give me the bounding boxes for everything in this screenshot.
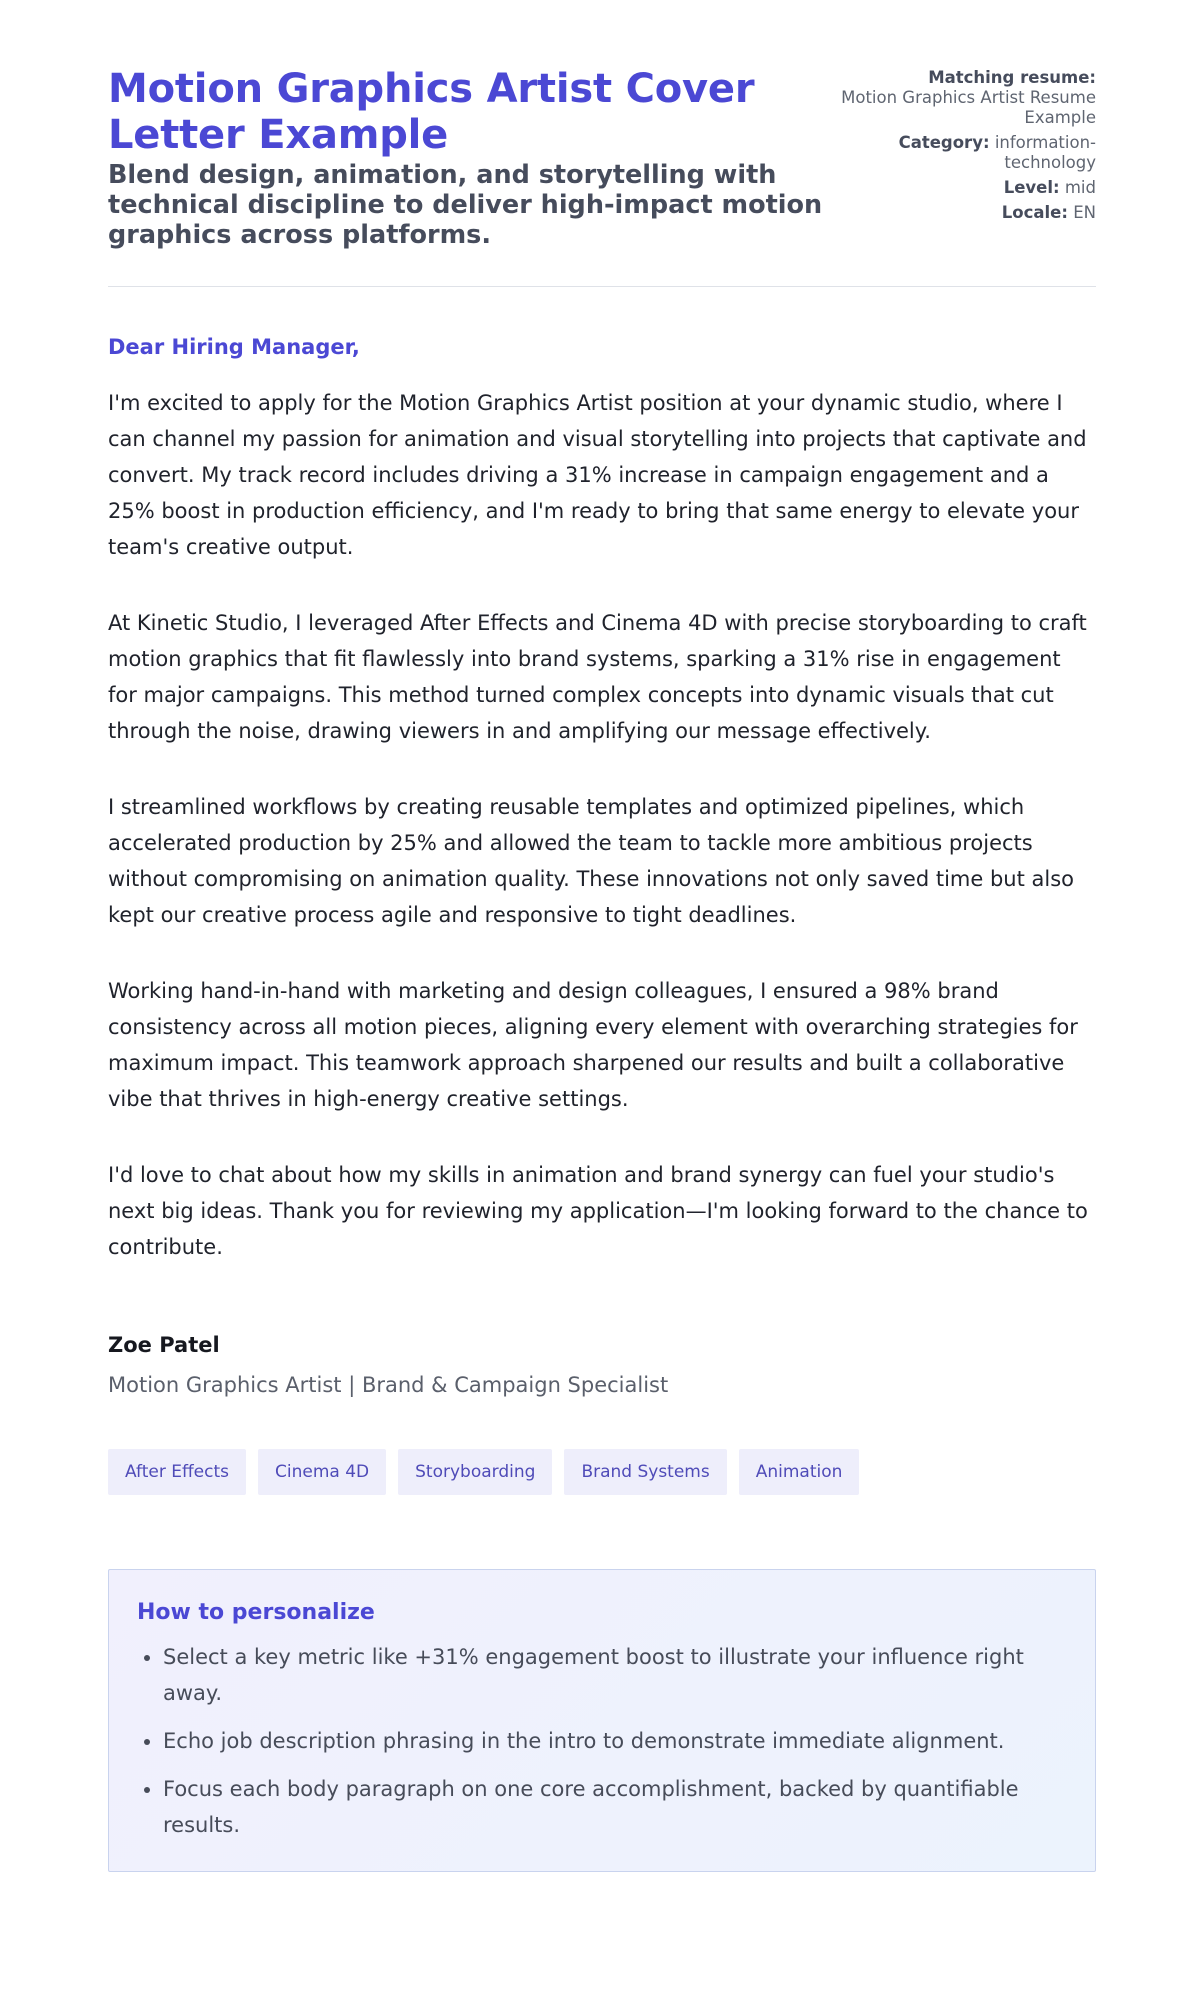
personalize-tip: • Select a key metric like +31% engagement boost to illustrate your influence right away. [163,1639,1067,1711]
signature-name: Zoe Patel [108,1333,220,1357]
letter-paragraph: I'd love to chat about how my skills in animation and brand synergy can fuel your studio's next big ideas. Thank you for reviewing my application—I'm looking forward to the chance to contribute. [108,1163,1088,1259]
meta-matching-resume-label: Matching resume: [928,68,1096,87]
meta-locale-value: EN [1073,203,1096,222]
letter-paragraph: At Kinetic Studio, I leveraged After Effects and Cinema 4D with precise storyboarding to craft motion graphics that fit flawlessly into brand systems, sparking a 31% rise in engagement for major campaigns. This method turned complex concepts into dynamic visuals that cut through the noise, drawing viewers in and amplifying our message effectively. [108,611,1087,743]
personalize-tip: • Focus each body paragraph on one core accomplishment, backed by quantifiable results. [163,1771,1067,1843]
skill-tags [108,1449,1096,1495]
meta-level [836,178,1096,198]
page-header [108,0,1096,287]
signature-title: Motion Graphics Artist | Brand & Campaign Specialist [108,1373,669,1397]
meta-locale-label: Locale: [1001,203,1068,222]
skill-tag: Brand Systems [564,1449,726,1495]
letter-paragraph: I'm excited to apply for the Motion Graphics Artist position at your dynamic studio, where I can channel my passion for animation and visual storytelling into projects that captivate and convert. My track record includes driving a 31% increase in campaign engagement and a 25% boost in production efficiency, and I'm ready to bring that same energy to elevate your team's creative output. [108,391,1087,559]
letter-body [108,385,1096,1265]
meta-level-value: mid [1064,178,1096,197]
skill-tag: Cinema 4D [258,1449,386,1495]
page-subtitle: Blend design, animation, and storytelling with technical discipline to deliver high-impact motion graphics across platforms. [108,160,823,250]
skill-tag: Storyboarding [398,1449,552,1495]
skill-tag: After Effects [108,1449,246,1495]
page-title: Motion Graphics Artist Cover Letter Example [108,66,755,158]
signature-block [108,1333,1096,1397]
letter-paragraph: Working hand-in-hand with marketing and design colleagues, I ensured a 98% brand consistency across all motion pieces, aligning every element with overarching strategies for maximum impact. This teamwork approach sharpened our results and built a collaborative vibe that thrives in high-energy creative settings. [108,979,1078,1111]
meta-matching-resume [836,68,1096,128]
meta-locale [836,203,1096,223]
meta-category-label: Category: [898,133,990,152]
personalize-tips-box [108,1569,1096,1872]
personalize-tips-list [137,1639,1067,1843]
cover-letter-page [108,0,1096,1872]
meta-level-label: Level: [1003,178,1060,197]
meta-matching-resume-value: Motion Graphics Artist Resume Example [841,88,1096,127]
meta-category [836,133,1096,173]
meta-panel [836,68,1096,228]
skill-tag: Animation [739,1449,860,1495]
meta-category-value: information-technology [994,133,1096,172]
personalize-title: How to personalize [137,1600,375,1625]
personalize-tip: • Echo job description phrasing in the intro to demonstrate immediate alignment. [163,1723,1067,1759]
letter-greeting: Dear Hiring Manager, [108,335,360,359]
letter-paragraph: I streamlined workflows by creating reusable templates and optimized pipelines, which accelerated production by 25% and allowed the team to tackle more ambitious projects without compromising on animation quality. These innovations not only saved time but also kept our creative process agile and responsive to tight deadlines. [108,795,1074,927]
